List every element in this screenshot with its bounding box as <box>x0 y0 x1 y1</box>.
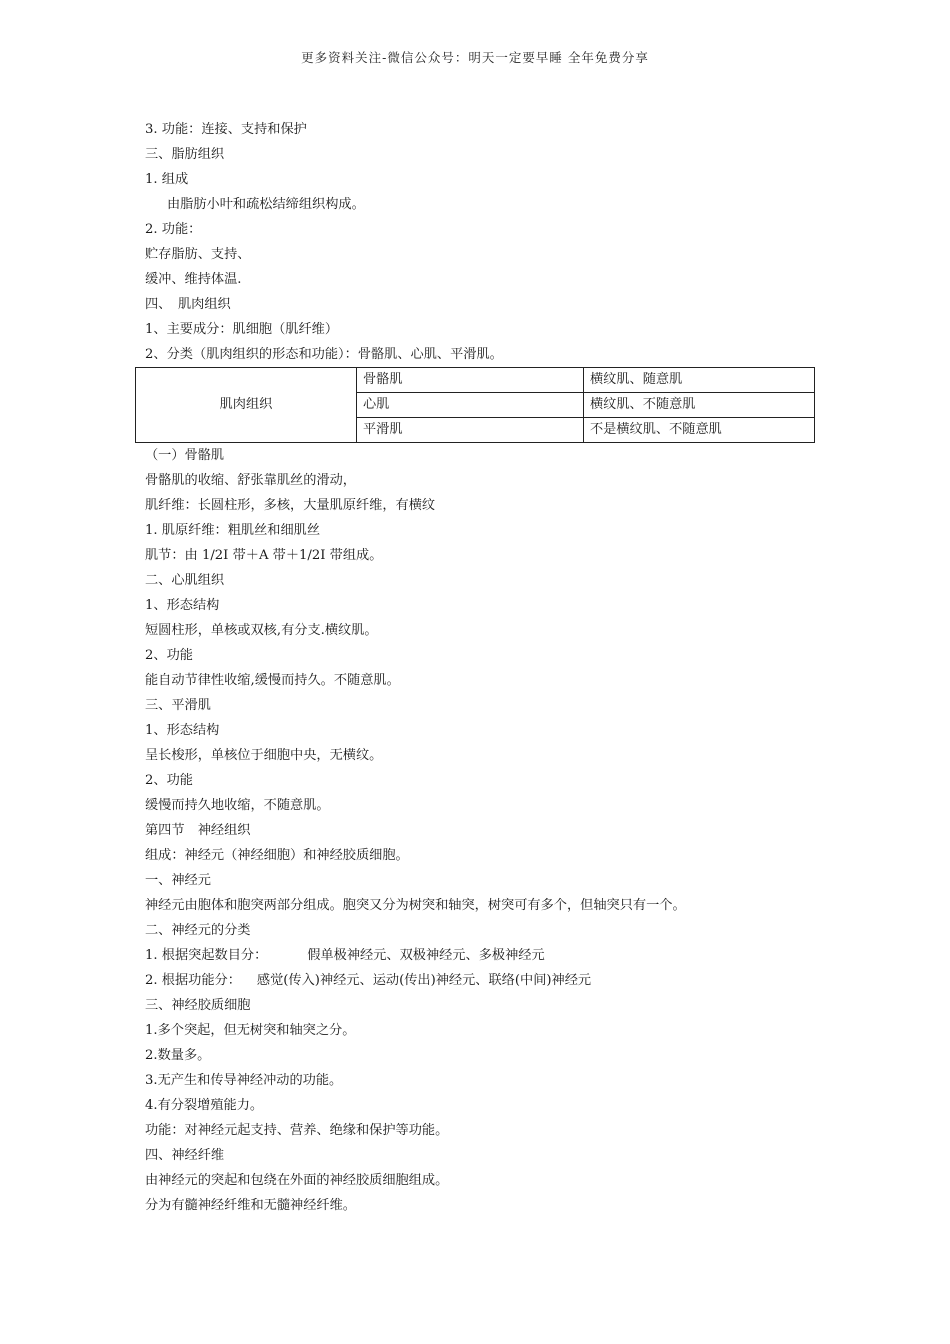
text-line: 由神经元的突起和包绕在外面的神经胶质细胞组成。 <box>145 1173 449 1188</box>
text-line: 短圆柱形，单核或双核,有分支.横纹肌。 <box>145 623 378 638</box>
text-line: 呈长梭形，单核位于细胞中央，无横纹。 <box>145 748 383 763</box>
text-line: 能自动节律性收缩,缓慢而持久。不随意肌。 <box>145 673 400 688</box>
section-heading: 四、神经纤维 <box>145 1148 225 1163</box>
text-line: 神经元由胞体和胞突两部分组成。胞突又分为树突和轴突，树突可有多个，但轴突只有一个。 <box>145 898 686 913</box>
text-line: 缓冲、维持体温. <box>145 272 242 287</box>
table-cell-desc: 横纹肌、随意肌 <box>584 368 815 393</box>
text-line: 1.多个突起，但无树突和轴突之分。 <box>145 1023 356 1038</box>
table-cell-type: 心肌 <box>357 393 584 418</box>
table-cell-type: 平滑肌 <box>357 418 584 443</box>
text-line: 1、形态结构 <box>145 723 220 738</box>
section-heading: 三、神经胶质细胞 <box>145 998 251 1013</box>
table-head-cell: 肌肉组织 <box>136 368 357 443</box>
text-line: 3.无产生和传导神经冲动的功能。 <box>145 1073 343 1088</box>
text-line: 1、形态结构 <box>145 598 220 613</box>
section-heading: 第四节 神经组织 <box>145 823 251 838</box>
page-header: 更多资料关注-微信公众号：明天一定要早睡 全年免费分享 <box>301 50 649 65</box>
section-heading: 三、平滑肌 <box>145 698 211 713</box>
classification-value: 假单极神经元、双极神经元、多极神经元 <box>307 948 545 963</box>
text-line: 2.数量多。 <box>145 1048 211 1063</box>
text-line: 肌节：由 1/2I 带＋A 带＋1/2I 带组成。 <box>145 548 383 563</box>
text-line: 骨骼肌的收缩、舒张靠肌丝的滑动， <box>145 473 356 488</box>
section-heading: 一、神经元 <box>145 873 211 888</box>
text-line: 2、功能 <box>145 773 193 788</box>
section-heading: 三、脂肪组织 <box>145 147 225 162</box>
text-line: 1. 组成 <box>145 172 189 187</box>
text-line: 2. 功能： <box>145 222 202 237</box>
muscle-tissue-table <box>135 367 815 443</box>
text-line: 由脂肪小叶和疏松结缔组织构成。 <box>167 197 365 212</box>
section-heading: 二、神经元的分类 <box>145 923 251 938</box>
text-line: 2、功能 <box>145 648 193 663</box>
text-line: 缓慢而持久地收缩，不随意肌。 <box>145 798 330 813</box>
classification-label: 2. 根据功能分： <box>145 973 241 988</box>
text-line: 4.有分裂增殖能力。 <box>145 1098 264 1113</box>
text-line: 功能：对神经元起支持、营养、绝缘和保护等功能。 <box>145 1123 449 1138</box>
classification-value: 感觉(传入)神经元、运动(传出)神经元、联络(中间)神经元 <box>256 973 592 988</box>
table-cell-desc: 不是横纹肌、不随意肌 <box>584 418 815 443</box>
document-body <box>145 117 825 1218</box>
text-line: 肌纤维：长圆柱形，多核，大量肌原纤维，有横纹 <box>145 498 436 513</box>
classification-line <box>145 968 825 993</box>
section-heading: 四、 肌肉组织 <box>145 297 231 312</box>
classification-line <box>145 943 825 968</box>
section-heading: 二、心肌组织 <box>145 573 225 588</box>
section-heading: （一）骨骼肌 <box>145 448 225 463</box>
classification-label: 1. 根据突起数目分： <box>145 948 268 963</box>
table-row <box>136 368 815 393</box>
text-line: 分为有髓神经纤维和无髓神经纤维。 <box>145 1198 356 1213</box>
text-line: 3. 功能：连接、支持和保护 <box>145 122 307 137</box>
table-cell-desc: 横纹肌、不随意肌 <box>584 393 815 418</box>
text-line: 1、主要成分：肌细胞（肌纤维） <box>145 322 339 337</box>
text-line: 组成：神经元（神经细胞）和神经胶质细胞。 <box>145 848 409 863</box>
text-line: 1. 肌原纤维：粗肌丝和细肌丝 <box>145 523 321 538</box>
table-cell-type: 骨骼肌 <box>357 368 584 393</box>
text-line: 2、分类（肌肉组织的形态和功能）：骨骼肌、心肌、平滑肌。 <box>145 347 503 362</box>
text-line: 贮存脂肪、支持、 <box>145 247 251 262</box>
